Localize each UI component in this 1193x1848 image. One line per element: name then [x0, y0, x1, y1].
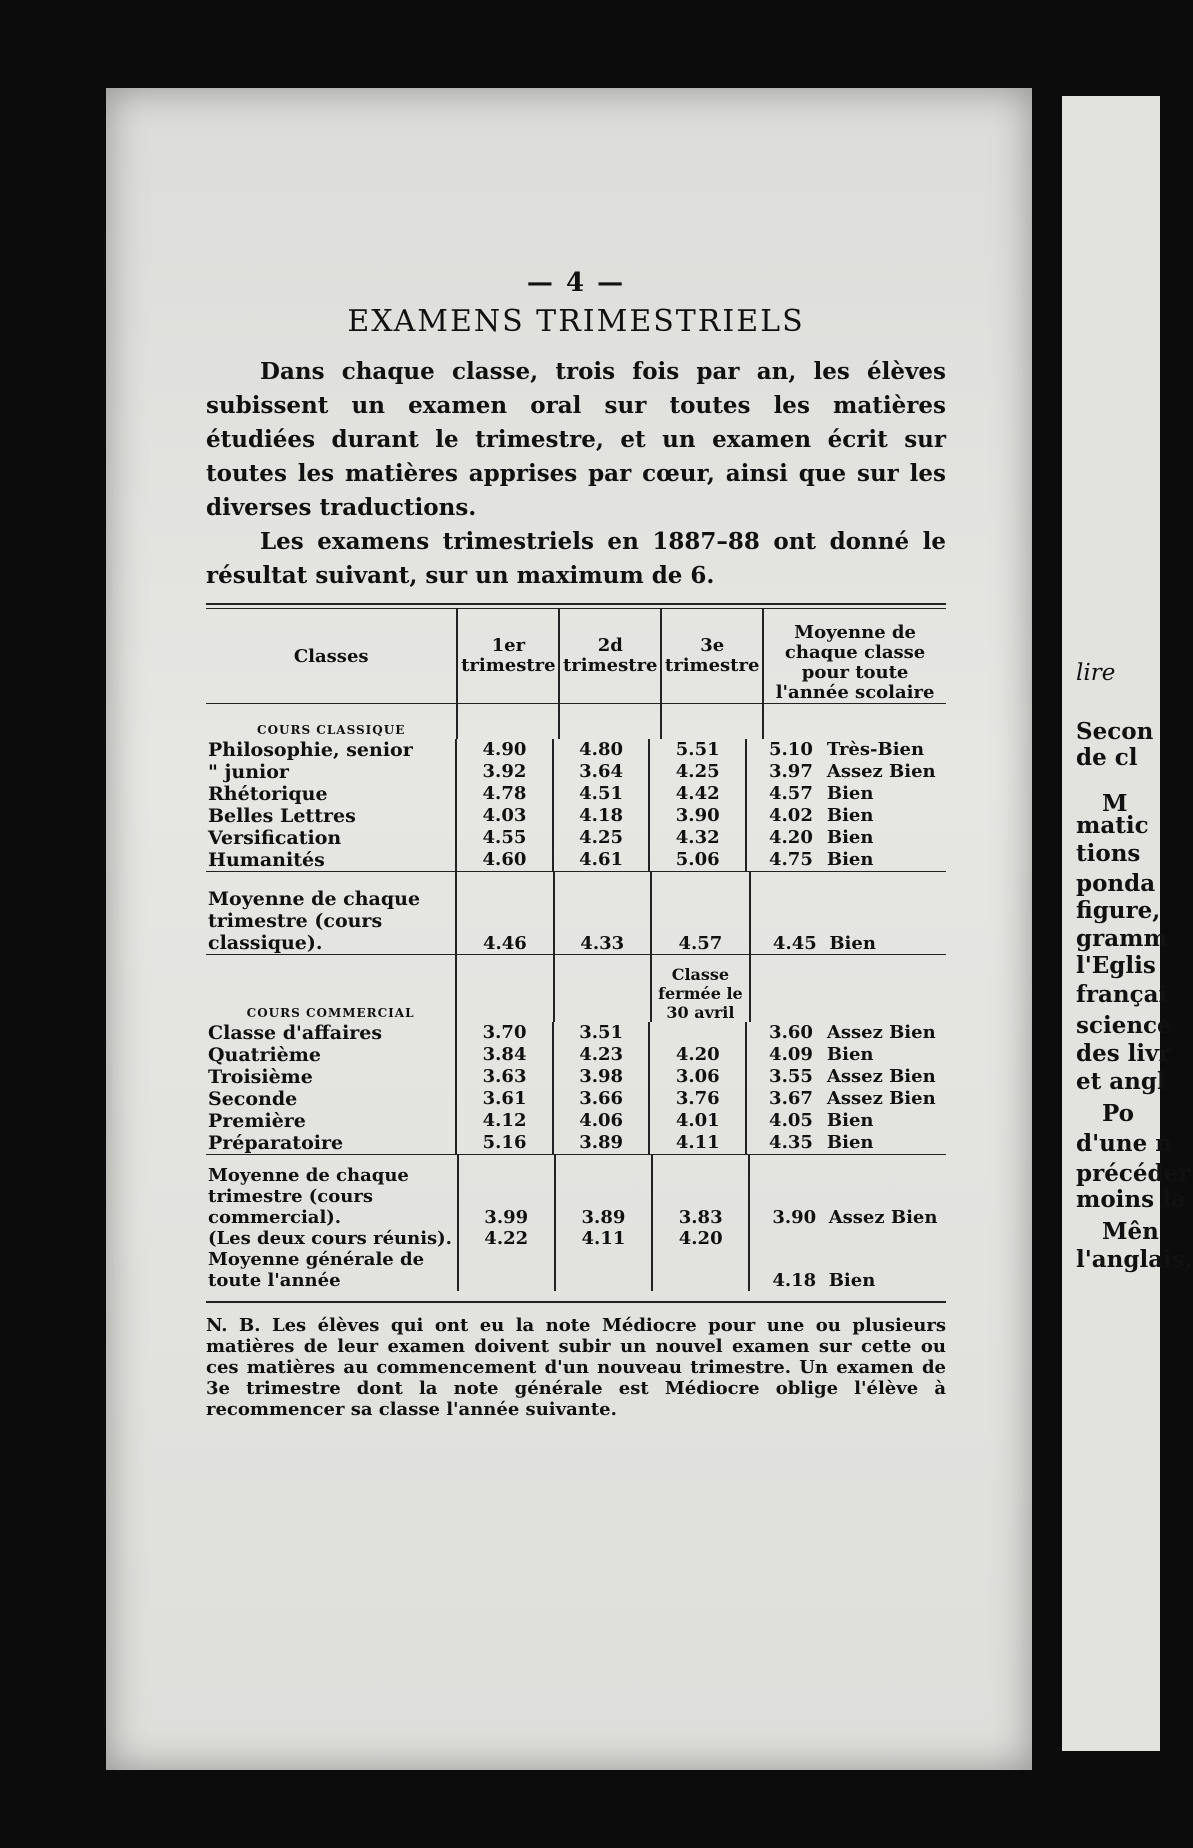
- commercial-mean-avg: 3.90 Assez Bien: [749, 1165, 946, 1228]
- commercial-t3: 3.06: [649, 1066, 746, 1088]
- classique-t2: 4.25: [553, 827, 650, 849]
- facing-page-fragment: Secon: [1076, 718, 1154, 745]
- header-t2: 2d trimestre: [559, 609, 661, 704]
- commercial-average-value: 3.55: [769, 1066, 813, 1087]
- facing-page-fragment: de cl: [1076, 744, 1138, 771]
- section-classique: COURS CLASSIQUE: [257, 723, 406, 737]
- facing-page-edge: [1062, 96, 1193, 1751]
- footnote: N. B. Les élèves qui ont eu la note Médiocre pour une ou plusieurs matières de leur examen doivent subir un nouvel examen sur cette ou ces matières au commencement d'un nouveau trimestre. Un examen de 3e trimestre dont la note générale est Médiocre oblige l'élève à recommencer sa classe l'année suivante.: [206, 1301, 946, 1420]
- classique-average: [746, 783, 946, 805]
- classique-grade: Bien: [826, 849, 874, 870]
- classique-average: [746, 849, 946, 871]
- facing-page-fragment: Mên: [1102, 1218, 1159, 1245]
- classique-t3: 5.06: [649, 849, 746, 871]
- commercial-table: [206, 1022, 946, 1154]
- facing-page-fragment: l'Eglis: [1076, 952, 1156, 979]
- commercial-t1: 5.16: [456, 1132, 553, 1154]
- commercial-t2: 3.51: [553, 1022, 650, 1044]
- classique-t2: 4.51: [553, 783, 650, 805]
- commercial-row: [206, 1044, 946, 1066]
- facing-page-fragment: ponda: [1076, 870, 1156, 897]
- commercial-t1: 3.70: [456, 1022, 553, 1044]
- commercial-mean-label: Moyenne de chaque trimestre (cours commercial).: [208, 1165, 409, 1228]
- classique-average-value: 3.97: [769, 761, 813, 782]
- general-mean-avg: 4.18 Bien: [749, 1249, 946, 1291]
- classique-row: [206, 849, 946, 871]
- commercial-t1: 3.84: [456, 1044, 553, 1066]
- classique-mean-t2: 4.33: [554, 882, 651, 955]
- commercial-grade: Bien: [826, 1110, 874, 1131]
- classique-row: [206, 827, 946, 849]
- facing-page-fragment: matic: [1076, 812, 1149, 839]
- commercial-mean-t1: 3.99: [458, 1165, 555, 1228]
- commercial-average: [746, 1066, 946, 1088]
- table-header-row: [206, 609, 946, 704]
- results-table: [206, 609, 946, 739]
- commercial-grade: Bien: [826, 1132, 874, 1153]
- commercial-class-name: Classe d'affaires: [208, 1022, 383, 1044]
- commercial-t1: 3.61: [456, 1088, 553, 1110]
- classique-t2: 4.61: [553, 849, 650, 871]
- commercial-row: [206, 1066, 946, 1088]
- commercial-t3: 4.11: [649, 1132, 746, 1154]
- facing-page-fragment: moins la: [1076, 1186, 1186, 1213]
- both-t2: 4.11: [555, 1228, 652, 1249]
- header-classes: Classes: [293, 646, 369, 667]
- commercial-t3: 4.01: [649, 1110, 746, 1132]
- facing-page-fragment: des livr: [1076, 1040, 1171, 1067]
- facing-page-fragment: figure,: [1076, 897, 1161, 924]
- section-title: EXAMENS TRIMESTRIELS: [347, 304, 805, 339]
- facing-page-fragment: tions: [1076, 840, 1141, 867]
- commercial-mean-t3: 3.83: [652, 1165, 749, 1228]
- classique-mean-t1: 4.46: [456, 882, 553, 955]
- closed-class-note: Classe fermée le 30 avril: [651, 965, 750, 1022]
- classique-average: [746, 805, 946, 827]
- both-courses-row: [206, 1228, 946, 1249]
- facing-page-fragment: d'une n: [1076, 1130, 1172, 1157]
- section-commercial: COURS COMMERCIAL: [246, 1006, 415, 1020]
- commercial-t2: 3.98: [553, 1066, 650, 1088]
- commercial-class-name: Quatrième: [208, 1044, 321, 1066]
- classique-average-value: 4.20: [769, 827, 813, 848]
- facing-page-fragment: Po: [1102, 1100, 1135, 1127]
- commercial-average: [746, 1110, 946, 1132]
- general-mean-row: [206, 1249, 946, 1291]
- commercial-t2: 4.23: [553, 1044, 650, 1066]
- classique-class-name: Rhétorique: [208, 783, 328, 805]
- commercial-average-value: 3.67: [769, 1088, 813, 1109]
- commercial-mean-row: [206, 1165, 946, 1228]
- classique-average: [746, 739, 946, 761]
- classique-t3: 4.42: [649, 783, 746, 805]
- classique-t1: 4.03: [456, 805, 553, 827]
- classique-mean-label: Moyenne de chaque trimestre (cours classique).: [208, 888, 421, 954]
- classique-row: [206, 761, 946, 783]
- commercial-mean-table: [206, 1154, 946, 1291]
- commercial-average: [746, 1022, 946, 1044]
- header-average: Moyenne de chaque classe pour toute l'année scolaire: [763, 609, 946, 704]
- both-courses-label: (Les deux cours réunis).: [208, 1228, 452, 1249]
- page-content: [206, 268, 946, 1420]
- commercial-t3: 4.20: [649, 1044, 746, 1066]
- classique-t1: 4.55: [456, 827, 553, 849]
- classique-table: [206, 739, 946, 871]
- intro-paragraph: Dans chaque classe, trois fois par an, les élèves subissent un examen oral sur toutes les matières étudiées durant le trimestre, et un examen écrit sur toutes les matières apprises par cœur, ainsi que sur les diverses traductions.: [206, 358, 946, 521]
- commercial-t2: 3.66: [553, 1088, 650, 1110]
- classique-average: [746, 827, 946, 849]
- classique-t3: 3.90: [649, 805, 746, 827]
- classique-row: [206, 783, 946, 805]
- classique-t1: 3.92: [456, 761, 553, 783]
- classique-grade: Très-Bien: [826, 739, 925, 760]
- facing-page-fragment: précéder: [1076, 1160, 1191, 1187]
- commercial-grade: Assez Bien: [826, 1066, 936, 1087]
- classique-t2: 3.64: [553, 761, 650, 783]
- classique-t3: 5.51: [649, 739, 746, 761]
- classique-grade: Assez Bien: [826, 761, 936, 782]
- classique-class-name: Philosophie, senior: [208, 739, 413, 761]
- classique-average-value: 4.02: [769, 805, 813, 826]
- classique-t2: 4.18: [553, 805, 650, 827]
- classique-t1: 4.90: [456, 739, 553, 761]
- results-paragraph: Les examens trimestriels en 1887–88 ont donné le résultat suivant, sur un maximum de 6.: [206, 528, 946, 589]
- classique-class-name: Humanités: [208, 849, 325, 871]
- commercial-grade: Assez Bien: [826, 1088, 936, 1109]
- commercial-average-value: 3.60: [769, 1022, 813, 1043]
- classique-average: [746, 761, 946, 783]
- commercial-average: [746, 1044, 946, 1066]
- commercial-row: [206, 1132, 946, 1154]
- facing-page-fragment: l'anglais,: [1076, 1246, 1193, 1273]
- commercial-average-value: 4.09: [769, 1044, 813, 1065]
- commercial-class-name: Seconde: [208, 1088, 298, 1110]
- commercial-row: [206, 1088, 946, 1110]
- commercial-t2: 4.06: [553, 1110, 650, 1132]
- page-number: — 4 —: [526, 268, 626, 298]
- classique-t1: 4.60: [456, 849, 553, 871]
- commercial-t2: 3.89: [553, 1132, 650, 1154]
- classique-mean-table: [206, 871, 946, 1022]
- classique-t2: 4.80: [553, 739, 650, 761]
- commercial-class-name: Première: [208, 1110, 306, 1132]
- classique-grade: Bien: [826, 783, 874, 804]
- classique-grade: Bien: [826, 827, 874, 848]
- header-t3: 3e trimestre: [661, 609, 763, 704]
- classique-class-name: Belles Lettres: [208, 805, 356, 827]
- commercial-class-name: Préparatoire: [208, 1132, 344, 1154]
- facing-page-fragment: science: [1076, 1012, 1172, 1039]
- commercial-t3: [649, 1022, 746, 1044]
- classique-average-value: 5.10: [769, 739, 813, 760]
- classique-t3: 4.25: [649, 761, 746, 783]
- commercial-grade: Assez Bien: [826, 1022, 936, 1043]
- classique-grade: Bien: [826, 805, 874, 826]
- book-page: [106, 88, 1032, 1770]
- both-t1: 4.22: [458, 1228, 555, 1249]
- commercial-t1: 4.12: [456, 1110, 553, 1132]
- commercial-average: [746, 1132, 946, 1154]
- commercial-average-value: 4.35: [769, 1132, 813, 1153]
- facing-page-fragment: françai: [1076, 981, 1168, 1008]
- commercial-average-value: 4.05: [769, 1110, 813, 1131]
- general-mean-label: Moyenne générale de toute l'année: [208, 1249, 425, 1291]
- header-t1: 1er trimestre: [457, 609, 559, 704]
- facing-page-fragment: et angl: [1076, 1068, 1166, 1095]
- commercial-t1: 3.63: [456, 1066, 553, 1088]
- classique-t3: 4.32: [649, 827, 746, 849]
- commercial-row: [206, 1110, 946, 1132]
- facing-page-fragment: lire: [1076, 660, 1116, 686]
- commercial-mean-t2: 3.89: [555, 1165, 652, 1228]
- commercial-row: [206, 1022, 946, 1044]
- commercial-grade: Bien: [826, 1044, 874, 1065]
- facing-page-fragment: M: [1102, 790, 1128, 817]
- classique-class-name: " junior: [208, 761, 289, 783]
- classique-average-value: 4.57: [769, 783, 813, 804]
- classique-mean-t3: 4.57: [651, 882, 750, 955]
- classique-row: [206, 739, 946, 761]
- commercial-t3: 3.76: [649, 1088, 746, 1110]
- classique-mean-avg: 4.45 Bien: [750, 882, 946, 955]
- classique-row: [206, 805, 946, 827]
- commercial-class-name: Troisième: [208, 1066, 313, 1088]
- classique-t1: 4.78: [456, 783, 553, 805]
- facing-page-fragment: gramm: [1076, 925, 1168, 952]
- commercial-average: [746, 1088, 946, 1110]
- classique-mean-row: [206, 882, 946, 955]
- classique-average-value: 4.75: [769, 849, 813, 870]
- both-t3: 4.20: [652, 1228, 749, 1249]
- classique-class-name: Versification: [208, 827, 342, 849]
